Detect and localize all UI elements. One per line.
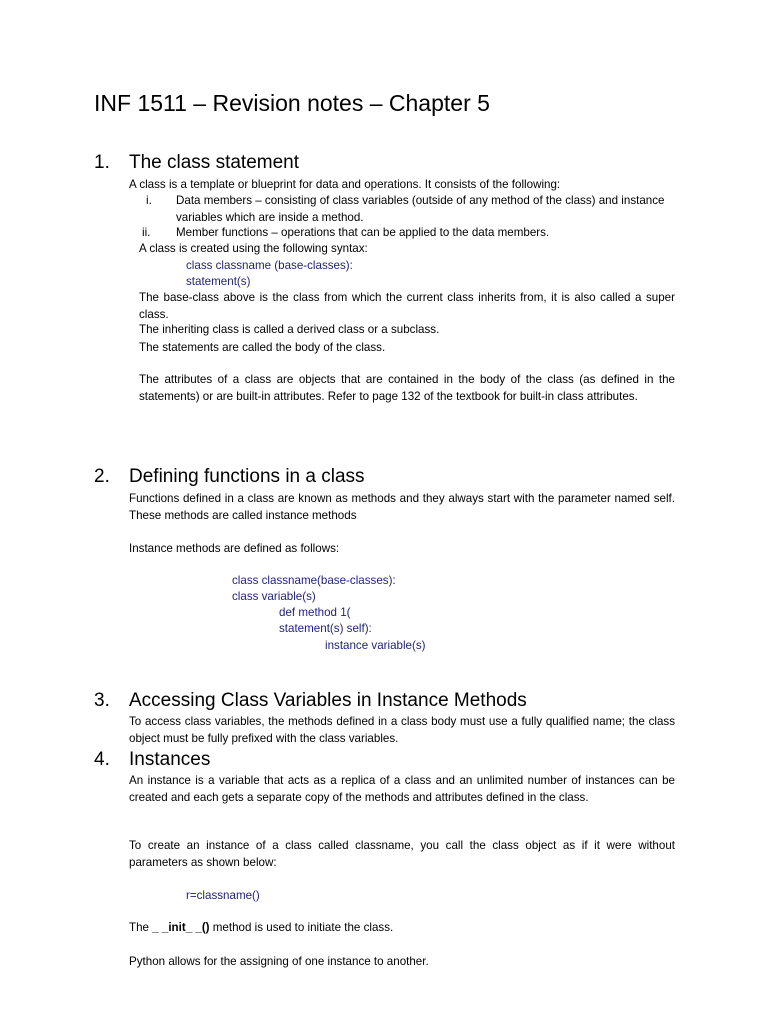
syntax-intro: A class is created using the following syntax: [139,242,368,255]
section-4-heading [94,749,494,773]
paragraph-attributes: The attributes of a class are objects that are contained in the body of the class (as defined in the statements) or are built-in attributes. Refer to page 132 of the textbook for built-in class attributes. [139,373,675,403]
section-number: 4. [94,749,110,770]
list-text: Data members – consisting of class variables (outside of any method of the class) and instance variables which are inside a method. [176,194,665,224]
code-line: statement(s) [186,275,251,288]
paragraph-inheriting-class: The inheriting class is called a derived class or a subclass. [139,323,440,336]
code-line: r=classname() [186,889,260,902]
list-text: Member functions – operations that can be applied to the data members. [176,226,550,239]
list-item [129,193,675,226]
init-method-name: _ _init_ _() [152,921,210,934]
section-title: Instances [129,749,211,770]
paragraph-methods: Functions defined in a class are known as methods and they always start with the parameter named self. These methods are called instance methods [129,492,675,522]
paragraph-init [129,920,393,937]
section-number: 3. [94,690,110,711]
code-line: statement(s) self): [279,622,372,635]
init-prefix: The [129,921,153,934]
code-line: class classname (base-classes): [186,259,353,272]
code-line: instance variable(s) [325,639,426,652]
paragraph-instance-methods: Instance methods are defined as follows: [129,542,340,555]
list-item [129,225,675,242]
paragraph-base-class: The base-class above is the class from which the current class inherits from, it is also called a super class. [139,291,675,321]
code-line: class classname(base-classes): [232,574,396,587]
paragraph-assign-instance: Python allows for the assigning of one instance to another. [129,955,429,968]
section-title: The class statement [129,152,300,173]
section-title: Defining functions in a class [129,466,365,487]
code-line: def method 1( [279,606,351,619]
page-title: INF 1511 – Revision notes – Chapter 5 [94,90,490,116]
paragraph-body: The statements are called the body of the class. [139,341,386,354]
paragraph-class-variables: To access class variables, the methods defined in a class body must use a fully qualified name; the class object must be fully prefixed with the class variables. [129,715,675,745]
paragraph-instance: An instance is a variable that acts as a replica of a class and an unlimited number of instances can be created and each gets a separate copy of the methods and attributes defined in the class. [129,774,675,804]
list-marker: ii. [142,226,151,239]
code-line: class variable(s) [232,590,316,603]
list-marker: i. [146,194,152,207]
section-title: Accessing Class Variables in Instance Methods [129,690,527,711]
section-number: 1. [94,152,110,173]
section-1-intro: A class is a template or blueprint for data and operations. It consists of the following: [129,178,561,191]
section-2-heading [94,466,494,490]
section-3-heading [94,690,614,714]
section-number: 2. [94,466,110,487]
paragraph-create-instance: To create an instance of a class called classname, you call the class object as if it were without parameters as shown below: [129,839,675,869]
init-suffix: method is used to initiate the class. [209,921,394,934]
section-1-heading [94,152,494,176]
